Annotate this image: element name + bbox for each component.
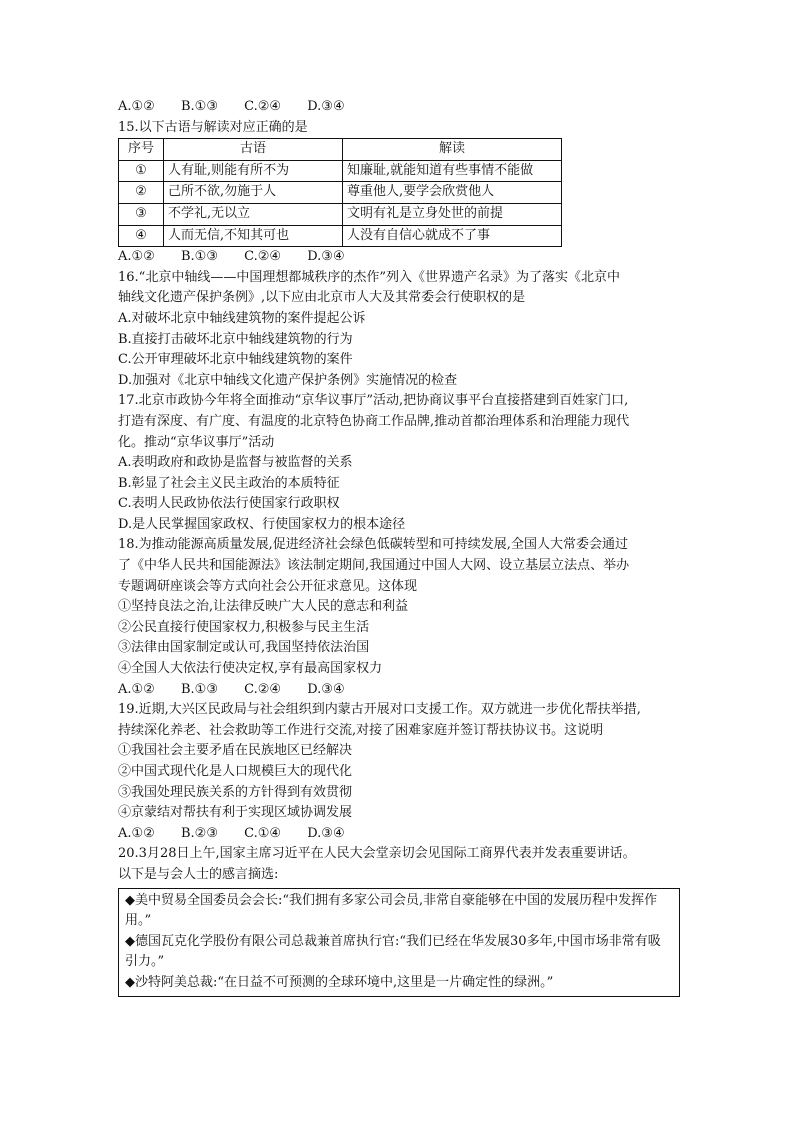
q15-header-interpretation: 解读 bbox=[343, 139, 562, 161]
q15-cell-ancient: 不学礼,无以立 bbox=[164, 203, 343, 225]
q15-option-a: A.①② bbox=[118, 249, 155, 265]
q18-option-d: D.③④ bbox=[307, 681, 345, 697]
q15-option-b: B.①③ bbox=[180, 249, 218, 265]
q15-cell-interpretation: 尊重他人,要学会欣赏他人 bbox=[343, 182, 562, 204]
q15-stem: 15.以下古语与解读对应正确的是 bbox=[118, 119, 308, 135]
q15-header-index: 序号 bbox=[119, 139, 164, 161]
q15-option-d: D.③④ bbox=[307, 249, 345, 265]
table-row bbox=[119, 160, 562, 182]
q15-table bbox=[118, 138, 562, 247]
q19-options bbox=[118, 824, 684, 845]
q15-cell-index: ② bbox=[119, 182, 164, 204]
q14-options bbox=[118, 97, 684, 118]
q18-stem-line: 了《中华人民共和国能源法》该法制定期间,我国通过中国人大网、设立基层立法点、举办 bbox=[118, 558, 630, 574]
q18-item: ①坚持良法之治,让法律反映广大人民的意志和利益 bbox=[118, 599, 409, 615]
q16-choice-a: A.对破坏北京中轴线建筑物的案件提起公诉 bbox=[118, 310, 366, 326]
q16-choice-b: B.直接打击破坏北京中轴线建筑物的行为 bbox=[118, 331, 353, 347]
q15-option-c: C.②④ bbox=[244, 249, 282, 265]
q15-header-row bbox=[119, 139, 562, 161]
q18-options bbox=[118, 680, 684, 701]
q14-option-b: B.①③ bbox=[180, 99, 218, 114]
q20-stem-line: 以下是与会人士的感言摘选: bbox=[118, 866, 279, 882]
q18-stem-line: 18.为推动能源高质量发展,促进经济社会绿色低碳转型和可持续发展,全国人大常委会通过 bbox=[118, 537, 628, 553]
q18-option-b: B.①③ bbox=[180, 681, 218, 697]
q17-choice-c: C.表明人民政协依法行使国家行政职权 bbox=[118, 496, 340, 512]
q19-option-a: A.①② bbox=[118, 825, 155, 841]
q19-item: ①我国社会主要矛盾在民族地区已经解决 bbox=[118, 743, 353, 759]
q15-cell-ancient: 人而无信,不知其可也 bbox=[164, 225, 343, 247]
q15-cell-ancient: 己所不欲,勿施于人 bbox=[164, 182, 343, 204]
q19-item: ③我国处理民族关系的方针得到有效贯彻 bbox=[118, 784, 353, 800]
table-row bbox=[119, 182, 562, 204]
exam-page bbox=[118, 97, 684, 997]
q16-stem-line: 轴线文化遗产保护条例》,以下应由北京市人大及其常委会行使职权的是 bbox=[118, 290, 526, 306]
q16-choice-d: D.加强对《北京中轴线文化遗产保护条例》实施情况的检查 bbox=[118, 372, 458, 388]
q14-option-c: C.②④ bbox=[244, 99, 282, 114]
q20-quote: ◆德国瓦克化学股份有限公司总裁兼首席执行官:“我们已经在华发展30多年,中国市场非常有吸引力。” bbox=[125, 933, 661, 970]
q20-quote: ◆沙特阿美总裁:“在日益不可预测的全球环境中,这里是一片确定性的绿洲。” bbox=[125, 974, 554, 990]
q15-options bbox=[118, 247, 684, 268]
q15-cell-interpretation: 知廉耻,就能知道有些事情不能做 bbox=[343, 160, 562, 182]
q20-quote-box bbox=[118, 888, 680, 997]
q19-option-d: D.③④ bbox=[307, 825, 345, 841]
q15-cell-interpretation: 人没有自信心就成不了事 bbox=[343, 225, 562, 247]
q19-option-b: B.②③ bbox=[180, 825, 218, 841]
q17-choice-b: B.彰显了社会主义民主政治的本质特征 bbox=[118, 475, 340, 491]
q20-quote: ◆美中贸易全国委员会会长:“我们拥有多家公司会员,非常自豪能够在中国的发展历程中发挥作用。” bbox=[125, 892, 658, 929]
q19-item: ④京蒙结对帮扶有利于实现区域协调发展 bbox=[118, 805, 353, 821]
q15-cell-interpretation: 文明有礼是立身处世的前提 bbox=[343, 203, 562, 225]
q18-item: ④全国人大依法行使决定权,享有最高国家权力 bbox=[118, 661, 383, 677]
q18-option-a: A.①② bbox=[118, 681, 155, 697]
q16-stem-line: 16.“北京中轴线——中国理想都城秩序的杰作”列入《世界遗产名录》为了落实《北京中 bbox=[118, 269, 620, 285]
table-row bbox=[119, 225, 562, 247]
q17-stem-line: 化。推动“京华议事厅”活动 bbox=[118, 434, 275, 450]
q18-stem-line: 专题调研座谈会等方式向社会公开征求意见。这体现 bbox=[118, 578, 418, 594]
q18-item: ③法律由国家制定或认可,我国坚持依法治国 bbox=[118, 640, 370, 656]
q19-item: ②中国式现代化是人口规模巨大的现代化 bbox=[118, 764, 353, 779]
q18-item: ②公民直接行使国家权力,积极参与民主生活 bbox=[118, 619, 370, 635]
q17-stem-line: 17.北京市政协今年将全面推动“京华议事厅”活动,把协商议事平台直接搭建到百姓家门口, bbox=[118, 393, 629, 409]
q15-cell-index: ① bbox=[119, 160, 164, 182]
q14-option-d: D.③④ bbox=[307, 99, 345, 114]
q17-choice-d: D.是人民掌握国家政权、行使国家权力的根本途径 bbox=[118, 516, 406, 532]
q18-option-c: C.②④ bbox=[244, 681, 282, 697]
q15-cell-index: ④ bbox=[119, 225, 164, 247]
q16-choice-c: C.公开审理破坏北京中轴线建筑物的案件 bbox=[118, 352, 353, 368]
q20-stem-line: 20.3月28日上午,国家主席习近平在人民大会堂亲切会见国际工商界代表并发表重要讲话。 bbox=[118, 846, 636, 862]
q15-cell-index: ③ bbox=[119, 203, 164, 225]
q17-choice-a: A.表明政府和政协是监督与被监督的关系 bbox=[118, 455, 353, 471]
q19-stem-line: 19.近期,大兴区民政局与社会组织到内蒙古开展对口支援工作。双方就进一步优化帮扶举措, bbox=[118, 702, 641, 718]
q14-option-a: A.①② bbox=[118, 99, 155, 114]
q15-cell-ancient: 人有耻,则能有所不为 bbox=[164, 160, 343, 182]
q19-option-c: C.①④ bbox=[244, 825, 282, 841]
table-row bbox=[119, 203, 562, 225]
q19-stem-line: 持续深化养老、社会救助等工作进行交流,对接了困难家庭并签订帮扶协议书。这说明 bbox=[118, 722, 604, 738]
q15-header-ancient: 古语 bbox=[164, 139, 343, 161]
q17-stem-line: 打造有深度、有广度、有温度的北京特色协商工作品牌,推动首都治理体系和治理能力现代 bbox=[118, 413, 630, 429]
